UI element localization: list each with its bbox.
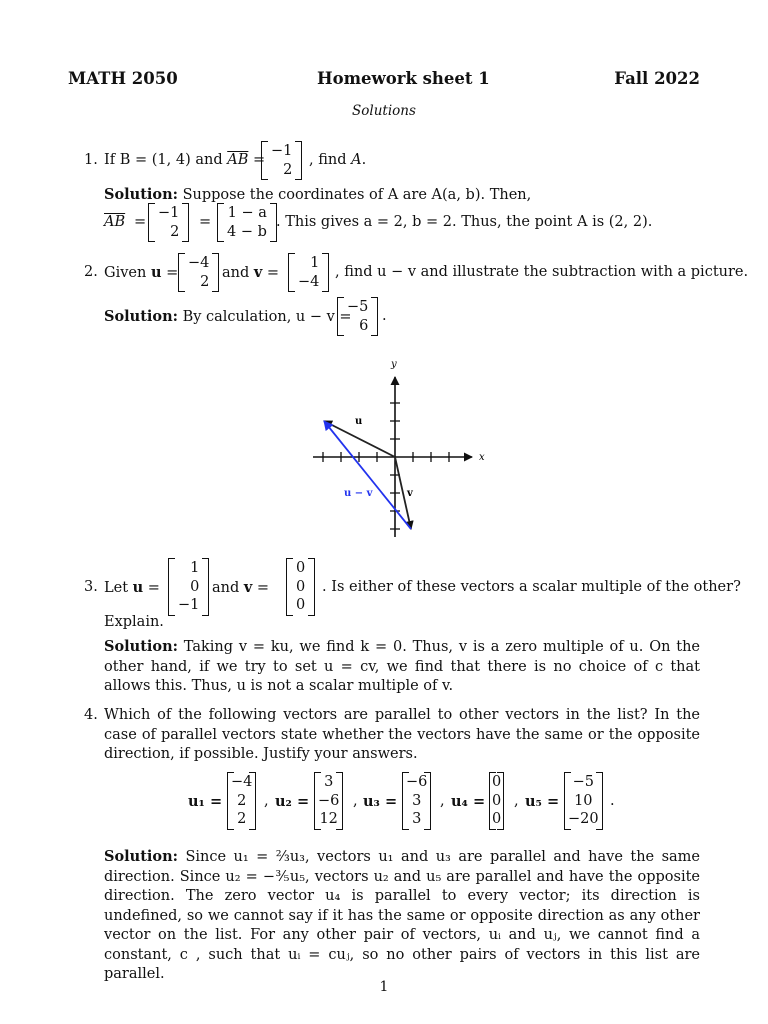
matrix-entry: −6 bbox=[406, 774, 428, 790]
matrix-entry: 0 bbox=[492, 774, 502, 790]
separator: , bbox=[353, 793, 358, 809]
solution-label: Solution: bbox=[104, 308, 178, 325]
matrix-entry: −4 bbox=[188, 255, 210, 271]
matrix-entry: 3 bbox=[324, 774, 334, 790]
vector-label: u₁ = bbox=[188, 793, 223, 810]
matrix-entry: −4 bbox=[298, 273, 320, 290]
matrix-entry: 12 bbox=[319, 811, 338, 827]
problem-text bbox=[104, 578, 160, 598]
text-run: Given bbox=[104, 265, 151, 281]
problem-number: 1. bbox=[84, 152, 98, 168]
solution-label: Solution: bbox=[104, 638, 178, 655]
u-label: u bbox=[355, 416, 363, 427]
matrix-entry: 0 bbox=[190, 578, 200, 595]
vector-matrix bbox=[168, 558, 209, 616]
matrix-entry: 6 bbox=[359, 317, 369, 334]
subtitle: Solutions bbox=[352, 103, 416, 119]
vector-matrix bbox=[402, 772, 431, 830]
matrix-entry: 2 bbox=[200, 273, 210, 290]
solution-line bbox=[104, 185, 531, 205]
x-axis-label: x bbox=[479, 452, 485, 463]
problem-text-end: . Is either of these vectors a scalar multiple of the other? bbox=[322, 579, 741, 595]
text-run: . bbox=[361, 152, 367, 168]
text-run: Let bbox=[104, 580, 133, 596]
matrix-entry: −5 bbox=[347, 299, 369, 315]
vector-matrix bbox=[286, 558, 315, 616]
vector-matrix bbox=[314, 772, 343, 830]
solution-paragraph bbox=[104, 637, 700, 697]
solution-text: Taking v = ku, we find k = 0. Thus, v is a zero multiple of u. On the other hand, if we try to set u = cv, we find that there is no choice of c that allows this. Thus, u is not a scalar multiple of v. bbox=[104, 639, 700, 694]
text-run: = bbox=[262, 265, 280, 281]
separator: , bbox=[264, 793, 269, 809]
matrix-entry: −1 bbox=[158, 205, 180, 221]
v-label: v bbox=[407, 488, 413, 499]
vector-matrix bbox=[489, 772, 504, 830]
matrix-entry: 10 bbox=[574, 792, 593, 809]
solution-label: Solution: bbox=[104, 848, 178, 865]
vector-v: v bbox=[243, 579, 253, 596]
vector-AB: $\overline{AB}$ bbox=[227, 152, 249, 168]
problem-number: 3. bbox=[84, 579, 98, 595]
matrix-entry: 0 bbox=[492, 792, 502, 809]
vector-AB: $\overline{AB}$ bbox=[104, 214, 126, 230]
solution-text: Since u₁ = ⅔u₃, vectors u₁ and u₃ are parallel and have the same direction. Since u₂ = −⅗u₅, vectors u₂ and u₅ are parallel and have the opposite direction. The zero vector u₄ is parallel to every vector; its direction is undefined, so we cannot say if it has the same or opposite direction as any other vector on the list. For any other pair of vectors, uᵢ and uⱼ, we cannot find a constant, c , such that uᵢ = cuⱼ, so no other pairs of vectors in this list are parallel. bbox=[104, 849, 700, 982]
equals-sign: = bbox=[199, 214, 212, 230]
problem-text-end: , find u − v and illustrate the subtraction with a picture. bbox=[335, 264, 749, 280]
vector-label: u₂ = bbox=[275, 793, 310, 810]
matrix-entry: 2 bbox=[237, 792, 247, 809]
matrix-entry: 1 bbox=[190, 560, 200, 576]
text-run: = bbox=[143, 580, 160, 596]
equals-sign: = bbox=[134, 214, 147, 230]
vector-u: u bbox=[132, 579, 144, 596]
vector-matrix bbox=[564, 772, 603, 830]
u-minus-v-label: u − v bbox=[344, 488, 373, 499]
problem-text bbox=[104, 263, 178, 283]
vector-label: u₅ = bbox=[525, 793, 560, 810]
separator: , bbox=[440, 793, 445, 809]
problem-text bbox=[104, 151, 265, 170]
matrix-entry: 1 − a bbox=[227, 205, 267, 221]
result-vector bbox=[337, 297, 378, 336]
problem-text-end bbox=[309, 151, 366, 170]
term: Fall 2022 bbox=[614, 69, 700, 88]
vector-matrix bbox=[178, 253, 219, 292]
page-number: 1 bbox=[379, 979, 389, 995]
matrix-entry: 2 bbox=[237, 811, 247, 827]
text-run: A bbox=[351, 152, 362, 168]
matrix-entry: −20 bbox=[568, 811, 599, 827]
problem-number: 4. bbox=[84, 707, 98, 723]
solution-paragraph bbox=[104, 847, 700, 985]
vector-subtraction-figure bbox=[300, 355, 500, 545]
matrix-entry: 1 bbox=[310, 255, 320, 271]
text-run: Suppose the coordinates of A are A(a, b). Then, bbox=[177, 187, 532, 203]
vector-matrix bbox=[148, 203, 189, 242]
problem-text bbox=[212, 578, 269, 598]
vector-matrix bbox=[217, 203, 277, 242]
vector-v: v bbox=[253, 264, 263, 281]
matrix-entry: −1 bbox=[178, 597, 200, 613]
vector-label: u₄ = bbox=[451, 793, 486, 810]
problem-number: 2. bbox=[84, 264, 98, 280]
matrix-entry: 0 bbox=[296, 597, 306, 613]
matrix-entry: 3 bbox=[412, 792, 422, 809]
text-run: = bbox=[161, 265, 179, 281]
matrix-entry: 0 bbox=[296, 578, 306, 595]
text-run: , find bbox=[309, 152, 352, 168]
matrix-entry: −4 bbox=[231, 774, 253, 790]
problem-text bbox=[222, 263, 279, 283]
problem-text: Which of the following vectors are parallel to other vectors in the list? In the case of parallel vectors state whether the vectors have the same or the opposite direction, if possible. Justify your answers. bbox=[104, 707, 700, 762]
solution-line bbox=[104, 307, 352, 327]
sheet-title: Homework sheet 1 bbox=[317, 69, 490, 88]
matrix-entry: 2 bbox=[170, 223, 180, 240]
separator: . bbox=[610, 793, 615, 809]
text-run: If bbox=[104, 152, 120, 168]
text-run: By calculation, u − v = bbox=[177, 309, 352, 325]
solution-text: . This gives a = 2, b = 2. Thus, the point A is (2, 2). bbox=[276, 214, 653, 230]
matrix-entry: 0 bbox=[296, 560, 306, 576]
matrix-entry: 0 bbox=[492, 811, 502, 827]
vector-u: u bbox=[150, 264, 162, 281]
matrix-entry: −6 bbox=[318, 792, 340, 809]
separator: , bbox=[514, 793, 519, 809]
text-run: and bbox=[212, 580, 244, 596]
matrix-entry: 3 bbox=[412, 811, 422, 827]
text-run: = bbox=[252, 580, 270, 596]
text-run: . bbox=[382, 308, 387, 324]
matrix-entry: 2 bbox=[283, 161, 293, 178]
problem-text: Explain. bbox=[104, 614, 164, 630]
vector-matrix bbox=[261, 141, 302, 180]
text-run: B = (1, 4) and bbox=[119, 152, 228, 168]
page-header bbox=[68, 69, 700, 91]
solution-label: Solution: bbox=[104, 186, 178, 203]
matrix-entry: −5 bbox=[572, 774, 594, 790]
text-run: = bbox=[248, 152, 266, 168]
matrix-entry: −1 bbox=[271, 143, 293, 159]
y-axis-label: y bbox=[391, 359, 397, 370]
course-code: MATH 2050 bbox=[68, 69, 178, 88]
text-run: and bbox=[222, 265, 254, 281]
vector-label: u₃ = bbox=[363, 793, 398, 810]
vector-matrix bbox=[227, 772, 256, 830]
vector-matrix bbox=[288, 253, 329, 292]
matrix-entry: 4 − b bbox=[227, 223, 267, 240]
